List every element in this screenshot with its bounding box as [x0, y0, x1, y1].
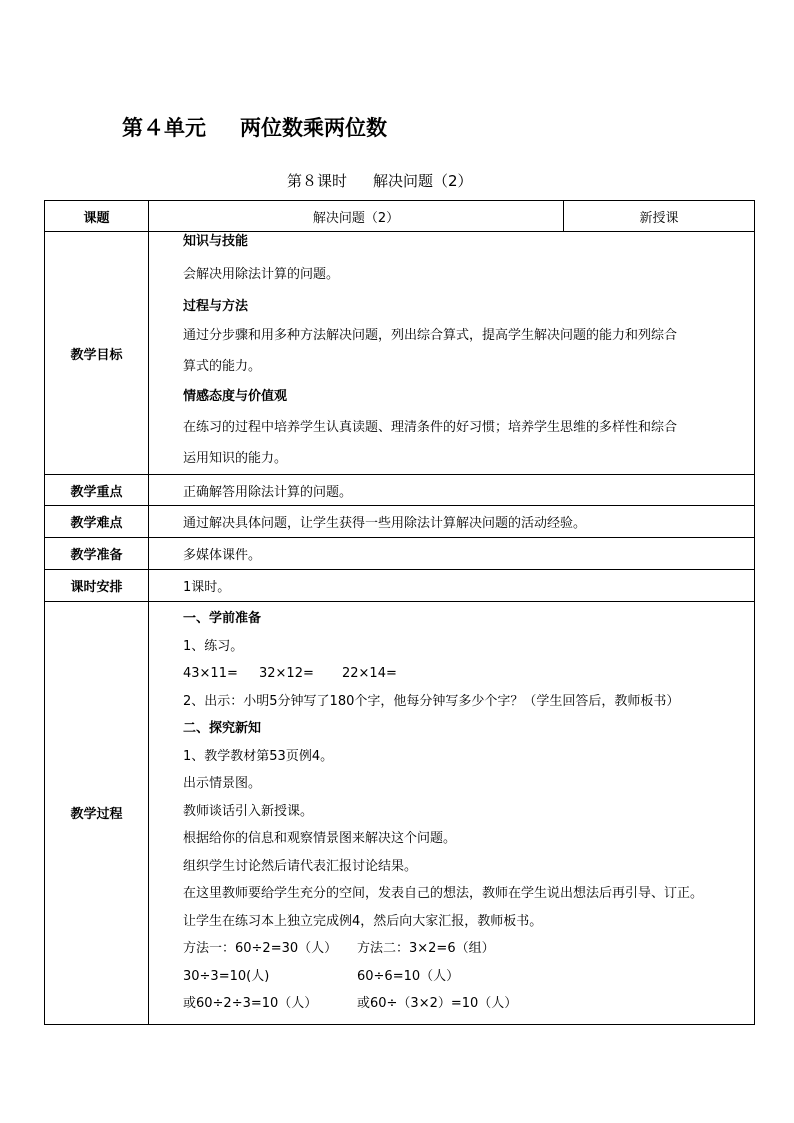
calc-item: 22×14=: [342, 666, 397, 681]
process-line: 根据给你的信息和观察情景图来解决这个问题。: [183, 831, 457, 846]
method-row: [183, 935, 754, 963]
key-point-row: [45, 475, 755, 506]
process-line: 在这里教师要给学生充分的空间，发表自己的想法，教师在学生说出想法后再引导、订正。: [183, 886, 704, 901]
header-label: 课题: [45, 201, 149, 232]
method-item: 方法二：3×2=6（组）: [357, 941, 495, 956]
unit-topic: 两位数乘两位数: [240, 116, 387, 140]
section-heading: 一、学前准备: [183, 611, 262, 626]
header-row: [45, 201, 755, 232]
method-item: 60÷6=10（人）: [357, 968, 460, 984]
difficulty-label: 教学难点: [45, 506, 149, 538]
method-item: 或60÷（3×2）=10（人）: [357, 996, 518, 1011]
difficulty-row: [45, 506, 755, 538]
process-line: 组织学生讨论然后请代表汇报讨论结果。: [183, 858, 418, 874]
lesson-number: 第８课时: [287, 172, 348, 190]
objective-heading: 知识与技能: [183, 234, 249, 249]
objective-line: 在练习的过程中培养学生认真读题、理清条件的好习惯；培养学生思维的多样性和综合: [183, 420, 678, 435]
schedule-text: 1课时。: [149, 570, 755, 602]
objective-line: 通过分步骤和用多种方法解决问题，列出综合算式，提高学生解决问题的能力和列综合: [183, 328, 678, 343]
process-line: 1、练习。: [183, 638, 244, 654]
objectives-row: [45, 232, 755, 475]
lesson-topic: 解决问题（2）: [373, 172, 473, 190]
calc-item: 43×11=: [183, 666, 238, 681]
objective-line: 运用知识的能力。: [183, 451, 288, 466]
process-row: [45, 602, 755, 1025]
process-line: 让学生在练习本上独立完成例4，然后向大家汇报，教师板书。: [183, 913, 543, 929]
key-point-label: 教学重点: [45, 475, 149, 506]
unit-number: 第４单元: [122, 116, 206, 140]
objective-heading: 过程与方法: [183, 299, 249, 314]
preparation-label: 教学准备: [45, 538, 149, 570]
schedule-row: [45, 570, 755, 602]
preparation-row: [45, 538, 755, 570]
method-item: 或60÷2÷3=10（人）: [183, 996, 318, 1011]
process-label: 教学过程: [45, 602, 149, 1025]
preparation-text: 多媒体课件。: [149, 538, 755, 570]
process-line: 出示情景图。: [183, 776, 262, 791]
objective-line: 算式的能力。: [183, 359, 262, 374]
method-item: 30÷3=10(人): [183, 968, 270, 984]
practice-calculations: [183, 660, 754, 688]
key-point-text: 正确解答用除法计算的问题。: [149, 475, 755, 506]
lesson-title: [287, 170, 473, 191]
objectives-label: 教学目标: [45, 232, 149, 475]
process-line: 1、教学教材第53页例4。: [183, 748, 334, 764]
objectives-content: [149, 232, 755, 475]
header-title: 解决问题（2）: [149, 201, 564, 232]
section-heading: 二、探究新知: [183, 721, 262, 736]
difficulty-text: 通过解决具体问题，让学生获得一些用除法计算解决问题的活动经验。: [149, 506, 755, 538]
method-row: [183, 963, 754, 991]
header-type: 新授课: [564, 201, 755, 232]
lesson-plan-table: [44, 200, 755, 1025]
process-line: 教师谈话引入新授课。: [183, 803, 314, 819]
calc-item: 32×12=: [259, 666, 314, 681]
schedule-label: 课时安排: [45, 570, 149, 602]
objective-heading: 情感态度与价值观: [183, 389, 288, 404]
unit-title: [122, 112, 387, 142]
objective-line: 会解决用除法计算的问题。: [183, 267, 340, 282]
process-line: 2、出示：小明5分钟写了180个字，他每分钟写多少个字？（学生回答后，教师板书）: [183, 693, 680, 709]
method-row: [183, 990, 754, 1018]
process-content: [149, 602, 755, 1025]
method-item: 方法一：60÷2=30（人）: [183, 941, 338, 956]
